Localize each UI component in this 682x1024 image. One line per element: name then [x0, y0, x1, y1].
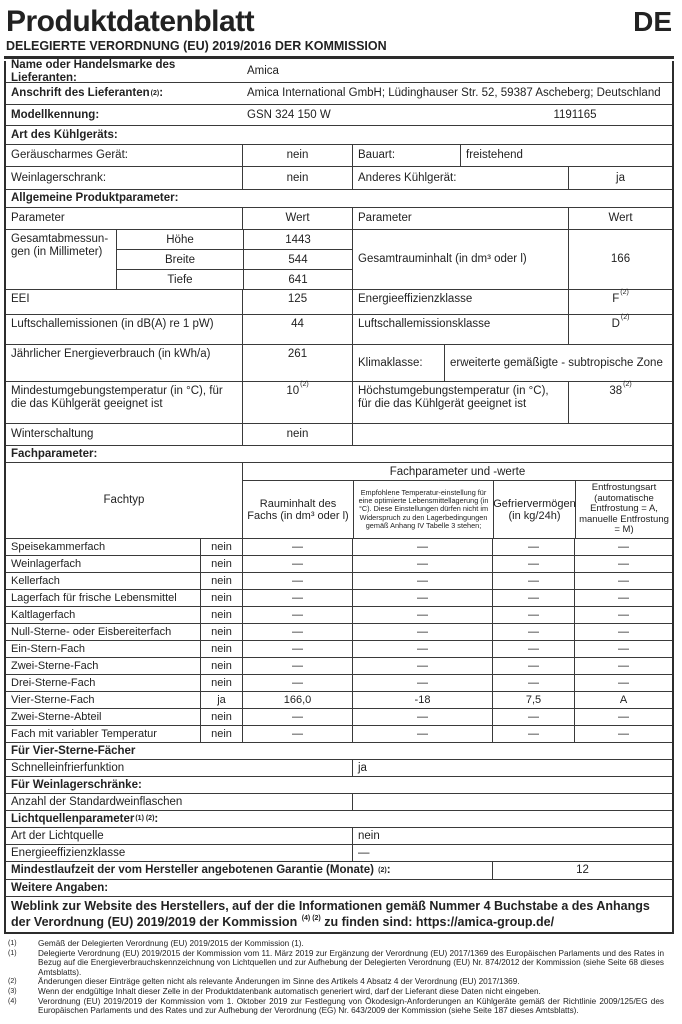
- compartment-values-header: [242, 463, 672, 538]
- winter-setting-row: [6, 423, 672, 445]
- dim-label: Höhe: [166, 233, 194, 246]
- supplier-name-label: Name oder Handelsmarke des Lieferanten:: [11, 59, 176, 84]
- climate-class-label: Klimaklasse:: [352, 345, 444, 381]
- dim-value: 1443: [243, 230, 352, 249]
- light-section-title: Lichtquellenparameter (1) (2) :: [11, 812, 159, 825]
- additional-section-title: Weitere Angaben:: [11, 881, 109, 894]
- max-temp-value: 38 (2): [568, 382, 672, 423]
- model-label: Modellkennung:: [11, 108, 100, 121]
- compartment-name: Null-Sterne- oder Eisbereiterfach: [11, 625, 172, 638]
- light-eec-row: [6, 844, 672, 861]
- other-appliance-value: ja: [568, 167, 672, 189]
- max-temp-label: Höchstumgebungstemperatur (in °C), für die das Kühlgerät geeignet ist: [352, 382, 568, 423]
- compartment-defrost: —: [574, 607, 672, 623]
- quiet-value: nein: [242, 145, 352, 166]
- winter-setting-empty: [352, 424, 672, 445]
- energy-class-label: Energieeffizienzklasse: [352, 290, 568, 314]
- compartment-volume: —: [242, 590, 352, 606]
- type-section-header: [6, 125, 672, 144]
- compartment-freeze: —: [492, 641, 574, 657]
- ambient-temperature-row: [6, 381, 672, 423]
- compartment-freeze: —: [492, 590, 574, 606]
- fast-freeze-row: [6, 759, 672, 776]
- compartment-row: [6, 623, 672, 640]
- col-parameter-1: Parameter: [11, 212, 65, 225]
- supplier-address-row: [6, 82, 672, 104]
- eei-value: 125: [242, 290, 352, 314]
- compartment-volume: —: [242, 624, 352, 640]
- compartment-name: Weinlagerfach: [11, 557, 82, 570]
- compartment-volume: —: [242, 573, 352, 589]
- dimensions-sub-table: [116, 230, 352, 289]
- compartment-freeze: —: [492, 709, 574, 725]
- compartment-flag: nein: [200, 573, 242, 589]
- compartment-flag: nein: [200, 556, 242, 572]
- compartment-defrost: —: [574, 658, 672, 674]
- footnote: [8, 949, 664, 978]
- compartment-row: [6, 572, 672, 589]
- light-source-row: [6, 827, 672, 844]
- energy-climate-row: [6, 344, 672, 381]
- compartment-flag: nein: [200, 590, 242, 606]
- footnote: [8, 997, 664, 1016]
- supplier-name-row: [6, 61, 672, 82]
- compartment-row: [6, 589, 672, 606]
- footnote-text: Gemäß der Delegierten Verordnung (EU) 2019/2015 der Kommission (1).: [38, 939, 304, 948]
- compartment-table-header: [6, 462, 672, 538]
- compartment-volume: —: [242, 641, 352, 657]
- compartment-flag: nein: [200, 641, 242, 657]
- annual-energy-label: Jährlicher Energieverbrauch (in kWh/a): [11, 348, 211, 360]
- compartment-row: [6, 606, 672, 623]
- compartment-row-four-star: [6, 691, 672, 708]
- col-temp-header: Empfohlene Temperatur-einstellung für eine optimierte Lebensmittellagerung (in °C). Diese Einstellungen dürfen nicht im Widerspruch zu den Lagerbedingungen gemäß Anhang IV Tabelle 3 stehen;: [353, 481, 493, 538]
- compartment-type-col-header: Fachtyp: [103, 494, 145, 507]
- bauart-label: Bauart:: [352, 145, 460, 166]
- compartment-temp: -18: [352, 692, 492, 708]
- compartment-temp: —: [352, 573, 492, 589]
- compartment-name: Fach mit variabler Temperatur: [11, 727, 157, 740]
- compartment-name: Speisekammerfach: [11, 540, 106, 553]
- compartment-defrost: —: [574, 590, 672, 606]
- compartment-defrost: A: [574, 692, 672, 708]
- footnote-marker: (3): [8, 987, 17, 995]
- compartment-name: Zwei-Sterne-Fach: [11, 659, 99, 672]
- warranty-label: Mindestlaufzeit der vom Hersteller angebotenen Garantie (Monate) (2) :: [11, 864, 391, 877]
- compartment-row: [6, 674, 672, 691]
- col-parameter-2: Parameter: [352, 208, 568, 229]
- dim-label: Tiefe: [167, 273, 193, 286]
- compartment-flag: nein: [200, 726, 242, 742]
- compartment-name: Vier-Sterne-Fach: [11, 693, 95, 706]
- col-wert-1: Wert: [242, 208, 352, 229]
- noise-class-value: D (2): [568, 315, 672, 344]
- wine-section-header: [6, 776, 672, 793]
- dim-value: 641: [243, 270, 352, 289]
- compartment-freeze: —: [492, 539, 574, 555]
- compartment-temp: —: [352, 607, 492, 623]
- compartment-defrost: —: [574, 539, 672, 555]
- light-eec-label: Energieeffizienzklasse: [11, 846, 126, 859]
- dim-label: Breite: [164, 253, 196, 266]
- product-datasheet-table: [4, 61, 674, 934]
- compartment-defrost: —: [574, 624, 672, 640]
- compartment-temp: —: [352, 556, 492, 572]
- annual-energy-value: 261: [242, 345, 352, 381]
- compartment-volume: —: [242, 709, 352, 725]
- dim-row-breite: [117, 249, 352, 269]
- energy-class-value: F (2): [568, 290, 672, 314]
- fast-freeze-value: ja: [352, 760, 672, 776]
- compartment-temp: —: [352, 658, 492, 674]
- footnote: [8, 977, 664, 987]
- compartment-freeze: —: [492, 573, 574, 589]
- col-freeze-header: Gefriervermögen (in kg/24h): [493, 481, 575, 538]
- min-temp-label: Mindestumgebungstemperatur (in °C), für die das Kühlgerät geeignet ist: [11, 385, 223, 410]
- compartment-temp: —: [352, 641, 492, 657]
- footnote-marker: (2): [8, 978, 17, 986]
- four-star-title: Für Vier-Sterne-Fächer: [11, 744, 136, 757]
- compartment-temp: —: [352, 624, 492, 640]
- additional-section-header: [6, 879, 672, 896]
- quiet-row: [6, 144, 672, 166]
- compartment-flag: nein: [200, 658, 242, 674]
- warranty-row: [6, 861, 672, 879]
- compartment-temp: —: [352, 726, 492, 742]
- footnote-text: Wenn der endgültige Inhalt dieser Zelle in der Produktdatenbank automatisch generiert wird, darf der Lieferant diese Daten nicht eingeben.: [38, 986, 541, 996]
- compartment-row: [6, 640, 672, 657]
- compartment-freeze: —: [492, 556, 574, 572]
- footnote-marker: (1): [8, 949, 17, 957]
- dim-row-hoehe: [117, 230, 352, 249]
- col-defrost-header: Entfrostungsart (automatische Entfrostung = A, manuelle Entfrostung = M): [575, 481, 672, 538]
- supplier-address-label: Anschrift des Lieferanten (2) :: [11, 87, 164, 100]
- parameter-header-row: [6, 207, 672, 229]
- wine-cabinet-value: nein: [242, 167, 352, 189]
- footnotes: [4, 934, 674, 1016]
- compartment-flag: nein: [200, 624, 242, 640]
- wine-bottles-label: Anzahl der Standardweinflaschen: [11, 795, 183, 808]
- light-source-label: Art der Lichtquelle: [11, 829, 104, 842]
- light-eec-value: —: [352, 845, 672, 861]
- general-section-header: [6, 189, 672, 207]
- compartment-name: Zwei-Sterne-Abteil: [11, 710, 102, 723]
- warranty-value: 12: [492, 862, 672, 879]
- compartment-flag: ja: [200, 692, 242, 708]
- dim-row-tiefe: [117, 269, 352, 289]
- page-title: Produktdatenblatt: [6, 5, 255, 38]
- model-id: 1191165: [553, 108, 597, 121]
- compartment-freeze: —: [492, 624, 574, 640]
- col-volume-header: Rauminhalt des Fachs (in dm³ oder l): [247, 497, 349, 522]
- compartment-name: Kaltlagerfach: [11, 608, 76, 621]
- eei-row: [6, 289, 672, 314]
- compartment-flag: nein: [200, 675, 242, 691]
- compartment-row: [6, 538, 672, 555]
- general-section-title: Allgemeine Produktparameter:: [11, 192, 179, 205]
- wine-bottles-value: [352, 794, 672, 810]
- quiet-label: Geräuscharmes Gerät:: [11, 149, 128, 162]
- weblink-text: Weblink zur Website des Herstellers, auf der die Informationen gemäß Nummer 4 Buchstabe a des Anhangs der Verordnung (EU) 2019/2019 der Kommission $^{(4) (2)}$ zu finden sind: https://amica-group.de/: [11, 899, 650, 929]
- footnote: [8, 987, 664, 997]
- winter-setting-label: Winterschaltung: [11, 428, 94, 441]
- compartment-volume: —: [242, 658, 352, 674]
- compartment-flag: nein: [200, 539, 242, 555]
- compartment-volume: —: [242, 539, 352, 555]
- compartment-section-header: [6, 445, 672, 462]
- compartment-defrost: —: [574, 726, 672, 742]
- bauart-value: freistehend: [460, 145, 672, 166]
- compartment-name: Ein-Stern-Fach: [11, 642, 85, 655]
- footnote-text: Delegierte Verordnung (EU) 2019/2015 der Kommission vom 11. März 2019 zur Ergänzung der Verordnung (EU) 2017/1369 des Europäischen Parlaments und des Rates in Bezug auf die Energieverbrauchskennzeichnung von Lichtquellen und zur Aufhebung der Delegierten Verordnung (EU) Nr. 874/2012 der Kommission (siehe Seite 68 dieses Amtsblatts).: [38, 948, 664, 977]
- compartment-defrost: —: [574, 675, 672, 691]
- dimensions-label: Gesamtabmessun-gen (in Millimeter): [11, 233, 109, 258]
- col-wert-2: Wert: [568, 208, 672, 229]
- four-star-section-header: [6, 742, 672, 759]
- noise-class-label: Luftschallemissionsklasse: [352, 315, 568, 344]
- wine-bottles-row: [6, 793, 672, 810]
- other-appliance-label: Anderes Kühlgerät:: [352, 167, 568, 189]
- compartment-freeze: —: [492, 726, 574, 742]
- compartment-row: [6, 657, 672, 674]
- noise-value: 44: [242, 315, 352, 344]
- total-volume-label: Gesamtrauminhalt (in dm³ oder l): [352, 230, 568, 289]
- compartment-volume: 166,0: [242, 692, 352, 708]
- compartment-defrost: —: [574, 709, 672, 725]
- light-section-header: [6, 810, 672, 827]
- footnote-marker: (4): [8, 997, 17, 1005]
- footnote: [8, 939, 664, 949]
- compartment-name: Kellerfach: [11, 574, 60, 587]
- compartment-volume: —: [242, 675, 352, 691]
- compartment-temp: —: [352, 539, 492, 555]
- weblink-row: [6, 896, 672, 932]
- compartment-volume: —: [242, 607, 352, 623]
- wine-cabinet-label: Weinlagerschrank:: [11, 171, 107, 184]
- total-volume-value: 166: [568, 230, 672, 289]
- type-section-title: Art des Kühlgeräts:: [11, 128, 118, 141]
- compartment-defrost: —: [574, 556, 672, 572]
- model-value: GSN 324 150 W: [247, 108, 331, 121]
- compartment-row: [6, 708, 672, 725]
- supplier-address-value: Amica International GmbH; Lüdinghauser Str. 52, 59387 Ascheberg; Deutschland: [247, 87, 661, 100]
- compartment-temp: —: [352, 709, 492, 725]
- footnote-text: Verordnung (EU) 2019/2019 der Kommission vom 1. Oktober 2019 zur Festlegung von Ökodesign-Anforderungen an Kühlgeräte gemäß der Richtlinie 2009/125/EG des Europäischen Parlaments und des Rates und zur Aufhebung der Verordnung (EG) Nr. 643/2009 der Kommission (siehe Seite 187 dieses Amtsblatts).: [38, 996, 664, 1016]
- compartment-group-header: Fachparameter und -werte: [243, 463, 672, 481]
- compartment-freeze: —: [492, 675, 574, 691]
- eei-label: EEI: [11, 293, 30, 305]
- compartment-flag: nein: [200, 607, 242, 623]
- compartment-section-title: Fachparameter:: [11, 447, 98, 460]
- compartment-volume: —: [242, 726, 352, 742]
- fast-freeze-label: Schnelleinfrierfunktion: [11, 761, 125, 774]
- dim-value: 544: [243, 250, 352, 269]
- compartment-defrost: —: [574, 573, 672, 589]
- compartment-temp: —: [352, 590, 492, 606]
- climate-class-value: erweiterte gemäßigte - subtropische Zone: [444, 345, 672, 381]
- compartment-flag: nein: [200, 709, 242, 725]
- winter-setting-value: nein: [242, 424, 352, 445]
- min-temp-value: 10 (2): [242, 382, 352, 423]
- noise-row: [6, 314, 672, 344]
- wine-section-title: Für Weinlagerschränke:: [11, 778, 142, 791]
- compartment-freeze: —: [492, 658, 574, 674]
- light-source-value: nein: [352, 828, 672, 844]
- wine-cabinet-row: [6, 166, 672, 189]
- noise-label: Luftschallemissionen (in dB(A) re 1 pW): [11, 318, 214, 330]
- compartment-name: Drei-Sterne-Fach: [11, 676, 96, 689]
- regulation-subtitle: DELEGIERTE VERORDNUNG (EU) 2019/2016 DER KOMMISSION: [4, 38, 674, 59]
- compartment-volume: —: [242, 556, 352, 572]
- compartment-freeze: —: [492, 607, 574, 623]
- footnote-marker: (1): [8, 940, 17, 947]
- compartment-freeze: 7,5: [492, 692, 574, 708]
- compartment-row: [6, 555, 672, 572]
- supplier-name-value: Amica: [247, 65, 279, 78]
- compartment-name: Lagerfach für frische Lebensmittel: [11, 591, 177, 604]
- language-code: DE: [633, 6, 672, 37]
- document-header: [4, 6, 674, 38]
- footnote-text: Änderungen dieser Einträge gelten nicht als relevante Änderungen im Sinne des Artikels 4 Absatz 4 der Verordnung (EU) 2017/1369.: [38, 977, 520, 987]
- model-row: [6, 104, 672, 125]
- compartment-temp: —: [352, 675, 492, 691]
- dimensions-row: [6, 229, 672, 289]
- compartment-defrost: —: [574, 641, 672, 657]
- compartment-row: [6, 725, 672, 742]
